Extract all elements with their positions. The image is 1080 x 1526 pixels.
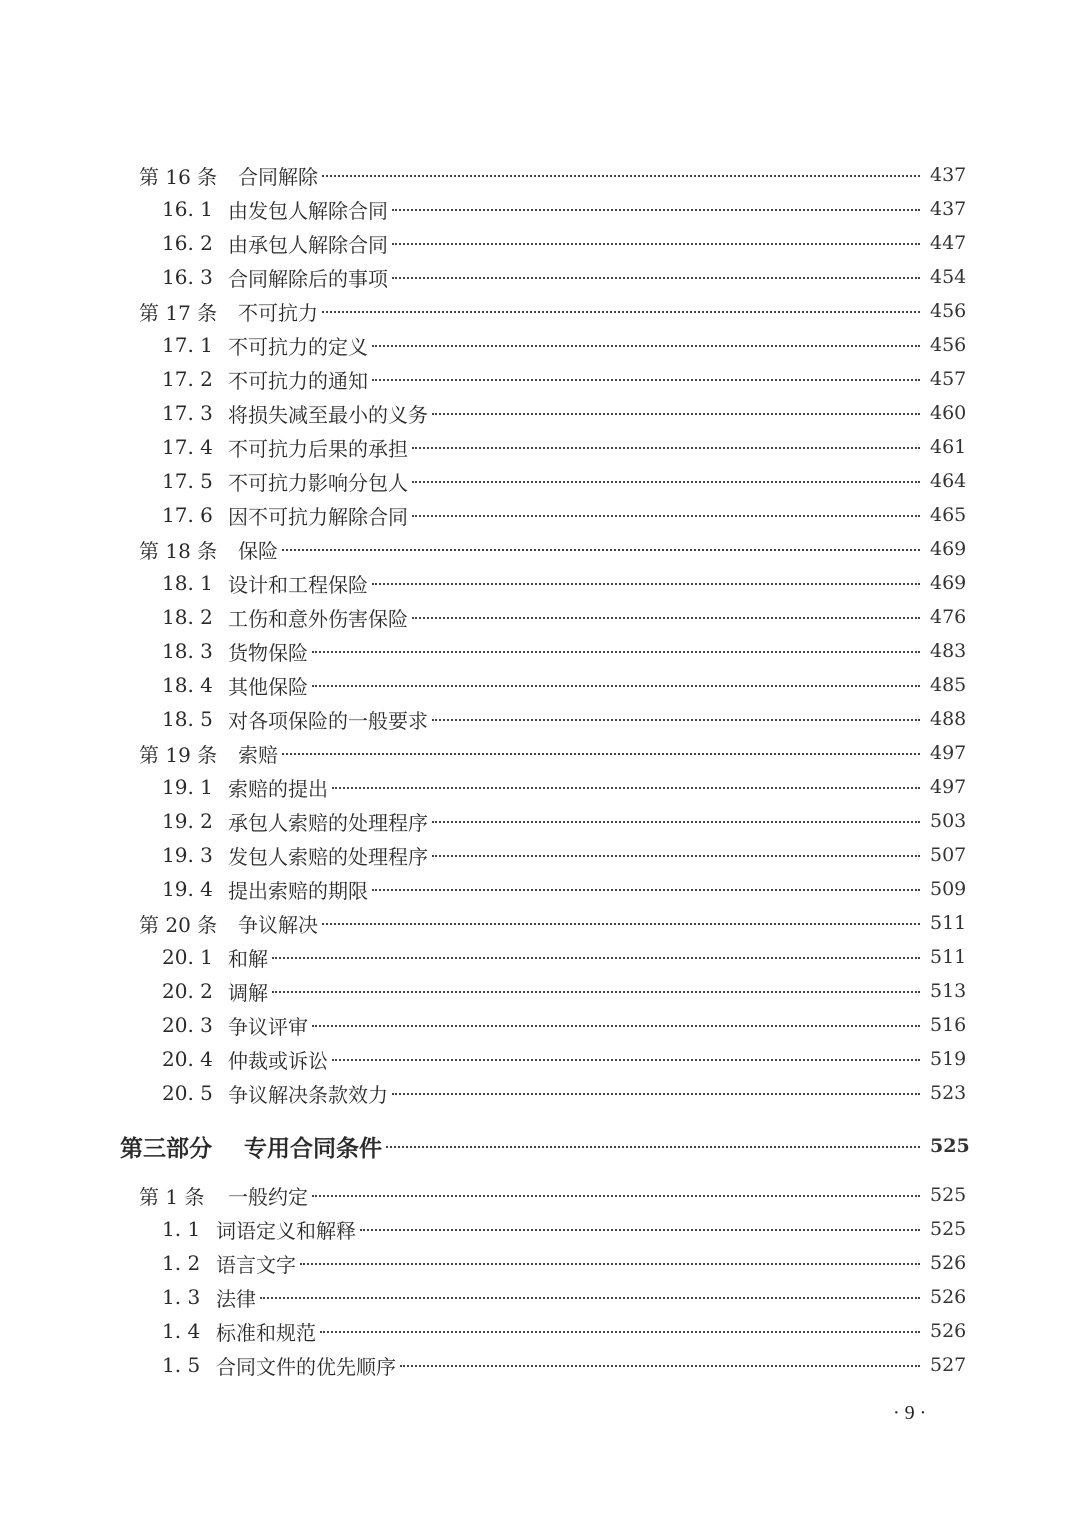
- toc-entry-page: 437: [930, 198, 967, 220]
- toc-entry-page: 513: [930, 980, 967, 1002]
- toc-entry-title: 不可抗力的定义: [228, 334, 368, 359]
- toc-entry: [0, 158, 1080, 192]
- toc-entry-number: 1. 2: [162, 1251, 201, 1275]
- toc-entry-number: 17. 4: [162, 435, 213, 459]
- toc-entry-title: 调解: [228, 980, 268, 1005]
- toc-leader-dots: [372, 345, 920, 347]
- toc-entry-title: 不可抗力: [238, 300, 318, 325]
- toc-entry: [0, 634, 1080, 668]
- toc-entry-number: 18. 5: [162, 707, 213, 731]
- toc-entry-number: 17. 2: [162, 367, 213, 391]
- toc-entry-page: 511: [930, 946, 967, 968]
- toc-entry-title: 设计和工程保险: [228, 572, 368, 597]
- toc-entry-number: 1. 1: [162, 1217, 201, 1241]
- toc-entry-number: 19. 1: [162, 775, 213, 799]
- toc-entry-page: 526: [930, 1252, 967, 1274]
- toc-entry-number: 17. 3: [162, 401, 213, 425]
- toc-entry-page: 519: [930, 1048, 967, 1070]
- toc-entry-number: 20. 5: [162, 1081, 213, 1105]
- toc-entry-number: 第 20 条: [139, 912, 218, 937]
- toc-entry: [0, 668, 1080, 702]
- toc-entry-title: 不可抗力影响分包人: [228, 470, 408, 495]
- toc-entry-page: 497: [930, 742, 967, 764]
- toc-entry-page: 488: [930, 708, 967, 730]
- toc-entry: [0, 872, 1080, 906]
- toc-leader-dots: [320, 1331, 920, 1333]
- toc-entry-number: 19. 4: [162, 877, 213, 901]
- toc-entry-page: 476: [930, 606, 967, 628]
- toc-entry: [0, 1076, 1080, 1110]
- toc-entry-page: 485: [930, 674, 967, 696]
- toc-entry-title: 合同解除后的事项: [228, 266, 388, 291]
- toc-entry: [0, 736, 1080, 770]
- toc-entry-title: 货物保险: [228, 640, 308, 665]
- toc-entry-title: 对各项保险的一般要求: [228, 708, 428, 733]
- toc-entry-title: 语言文字: [216, 1252, 296, 1277]
- toc-entry: [0, 1348, 1080, 1382]
- toc-entry: [0, 226, 1080, 260]
- toc-entry-page: 497: [930, 776, 967, 798]
- toc-entry-page: 526: [930, 1320, 967, 1342]
- toc-entry-title: 仲裁或诉讼: [228, 1048, 328, 1073]
- toc-leader-dots: [392, 209, 920, 211]
- toc-entry-page: 511: [930, 912, 967, 934]
- toc-entry-page: 454: [930, 266, 967, 288]
- toc-entry-number: 18. 3: [162, 639, 213, 663]
- toc-leader-dots: [300, 1263, 920, 1265]
- toc-entry: [0, 1042, 1080, 1076]
- toc-entry: [0, 362, 1080, 396]
- toc-entry: [0, 600, 1080, 634]
- toc-leader-dots: [432, 413, 920, 415]
- toc-entry-number: 第 16 条: [139, 164, 218, 189]
- toc-entry-number: 18. 1: [162, 571, 213, 595]
- toc-entry-page: 469: [930, 572, 967, 594]
- toc-entry-number: 第 17 条: [139, 300, 218, 325]
- toc-entry-page: 464: [930, 470, 967, 492]
- toc-leader-dots: [322, 923, 920, 925]
- toc-entry-page: 525: [930, 1135, 970, 1157]
- toc-leader-dots: [272, 957, 920, 959]
- toc-entry-title: 一般约定: [228, 1184, 308, 1209]
- toc-entry-title: 争议解决条款效力: [228, 1082, 388, 1107]
- toc-entry: [0, 974, 1080, 1008]
- toc-entry-title: 标准和规范: [216, 1320, 316, 1345]
- toc-entry-page: 525: [930, 1184, 967, 1206]
- toc-entry: [0, 464, 1080, 498]
- toc-entry-page: 526: [930, 1286, 967, 1308]
- toc-entry-title: 因不可抗力解除合同: [228, 504, 408, 529]
- toc-entry-page: 437: [930, 164, 967, 186]
- toc-entry: [0, 192, 1080, 226]
- toc-entry: [0, 260, 1080, 294]
- toc-entry-number: 第三部分: [120, 1134, 212, 1162]
- toc-entry-title: 发包人索赔的处理程序: [228, 844, 428, 869]
- toc-entry-number: 17. 6: [162, 503, 213, 527]
- toc-entry-page: 523: [930, 1082, 967, 1104]
- toc-leader-dots: [392, 277, 920, 279]
- toc-entry-title: 专用合同条件: [244, 1134, 382, 1162]
- toc-leader-dots: [322, 311, 920, 313]
- toc-entry-number: 1. 5: [162, 1353, 201, 1377]
- toc-entry-number: 第 18 条: [139, 538, 218, 563]
- toc-entry-number: 17. 1: [162, 333, 213, 357]
- toc-entry-number: 20. 2: [162, 979, 213, 1003]
- toc-leader-dots: [392, 243, 920, 245]
- toc-entry: [0, 328, 1080, 362]
- toc-leader-dots: [412, 617, 920, 619]
- toc-leader-dots: [332, 787, 920, 789]
- toc-entry: [0, 430, 1080, 464]
- toc-entry-page: 527: [930, 1354, 967, 1376]
- toc-entry-number: 19. 3: [162, 843, 213, 867]
- toc-leader-dots: [372, 889, 920, 891]
- toc-entry-title: 争议解决: [238, 912, 318, 937]
- toc-entry-page: 465: [930, 504, 967, 526]
- toc-entry-title: 不可抗力的通知: [228, 368, 368, 393]
- toc-entry-title: 工伤和意外伤害保险: [228, 606, 408, 631]
- toc-entry-page: 456: [930, 300, 967, 322]
- toc-entry-title: 索赔的提出: [228, 776, 328, 801]
- toc-entry: [0, 1178, 1080, 1212]
- toc-entry-number: 第 19 条: [139, 742, 218, 767]
- toc-entry-page: 507: [930, 844, 967, 866]
- toc-leader-dots: [400, 1365, 920, 1367]
- toc-entry-title: 法律: [216, 1286, 256, 1311]
- toc-leader-dots: [432, 855, 920, 857]
- toc-entry: [0, 906, 1080, 940]
- toc-entry-title: 合同解除: [238, 164, 318, 189]
- toc-entry-number: 16. 1: [162, 197, 213, 221]
- toc-leader-dots: [312, 1025, 920, 1027]
- toc-entry-page: 456: [930, 334, 967, 356]
- toc-entry-number: 18. 4: [162, 673, 213, 697]
- toc-leader-dots: [312, 1195, 920, 1197]
- toc-entry-title: 其他保险: [228, 674, 308, 699]
- toc-entry-title: 将损失减至最小的义务: [228, 402, 428, 427]
- toc-entry: [0, 1212, 1080, 1246]
- toc-entry-number: 19. 2: [162, 809, 213, 833]
- toc-entry: [0, 940, 1080, 974]
- toc-entry: [0, 396, 1080, 430]
- toc-entry-title: 承包人索赔的处理程序: [228, 810, 428, 835]
- table-of-contents: [0, 158, 1080, 1382]
- toc-leader-dots: [412, 515, 920, 517]
- toc-entry: [0, 1246, 1080, 1280]
- toc-entry-number: 1. 4: [162, 1319, 201, 1343]
- toc-entry-title: 由发包人解除合同: [228, 198, 388, 223]
- toc-leader-dots: [392, 1093, 920, 1095]
- toc-leader-dots: [386, 1146, 920, 1148]
- toc-leader-dots: [282, 753, 920, 755]
- toc-entry: [0, 770, 1080, 804]
- toc-entry-title: 提出索赔的期限: [228, 878, 368, 903]
- toc-entry-page: 503: [930, 810, 967, 832]
- toc-leader-dots: [312, 685, 920, 687]
- toc-entry-page: 525: [930, 1218, 967, 1240]
- toc-entry-number: 16. 2: [162, 231, 213, 255]
- toc-entry-title: 争议评审: [228, 1014, 308, 1039]
- toc-entry-page: 516: [930, 1014, 967, 1036]
- toc-entry-title: 不可抗力后果的承担: [228, 436, 408, 461]
- toc-leader-dots: [432, 719, 920, 721]
- toc-entry-title: 和解: [228, 946, 268, 971]
- toc-leader-dots: [312, 651, 920, 653]
- toc-entry-number: 1. 3: [162, 1285, 201, 1309]
- toc-entry-number: 20. 3: [162, 1013, 213, 1037]
- toc-leader-dots: [432, 821, 920, 823]
- toc-entry-title: 索赔: [238, 742, 278, 767]
- toc-entry: [0, 702, 1080, 736]
- toc-entry: [0, 1008, 1080, 1042]
- toc-entry-title: 词语定义和解释: [216, 1218, 356, 1243]
- toc-entry-page: 447: [930, 232, 967, 254]
- toc-leader-dots: [372, 583, 920, 585]
- toc-entry-title: 合同文件的优先顺序: [216, 1354, 396, 1379]
- toc-leader-dots: [412, 447, 920, 449]
- toc-entry-number: 20. 1: [162, 945, 213, 969]
- toc-entry-page: 460: [930, 402, 967, 424]
- toc-entry: [0, 1120, 1080, 1172]
- toc-entry-page: 457: [930, 368, 967, 390]
- toc-leader-dots: [412, 481, 920, 483]
- toc-entry: [0, 498, 1080, 532]
- toc-entry: [0, 566, 1080, 600]
- toc-leader-dots: [372, 379, 920, 381]
- toc-entry-page: 509: [930, 878, 967, 900]
- toc-leader-dots: [260, 1297, 920, 1299]
- page-number: · 9 ·: [893, 1402, 927, 1424]
- toc-leader-dots: [282, 549, 920, 551]
- toc-entry: [0, 1280, 1080, 1314]
- toc-leader-dots: [360, 1229, 920, 1231]
- toc-entry: [0, 838, 1080, 872]
- toc-entry-number: 17. 5: [162, 469, 213, 493]
- toc-entry: [0, 1314, 1080, 1348]
- toc-entry-number: 18. 2: [162, 605, 213, 629]
- toc-leader-dots: [332, 1059, 920, 1061]
- toc-leader-dots: [272, 991, 920, 993]
- toc-entry-title: 保险: [238, 538, 278, 563]
- toc-entry-number: 16. 3: [162, 265, 213, 289]
- toc-entry-page: 461: [930, 436, 967, 458]
- toc-entry: [0, 532, 1080, 566]
- toc-entry-page: 483: [930, 640, 967, 662]
- toc-entry-number: 第 1 条: [139, 1184, 205, 1209]
- toc-entry: [0, 804, 1080, 838]
- toc-entry: [0, 294, 1080, 328]
- toc-entry-page: 469: [930, 538, 967, 560]
- toc-entry-title: 由承包人解除合同: [228, 232, 388, 257]
- toc-entry-number: 20. 4: [162, 1047, 213, 1071]
- toc-leader-dots: [322, 175, 920, 177]
